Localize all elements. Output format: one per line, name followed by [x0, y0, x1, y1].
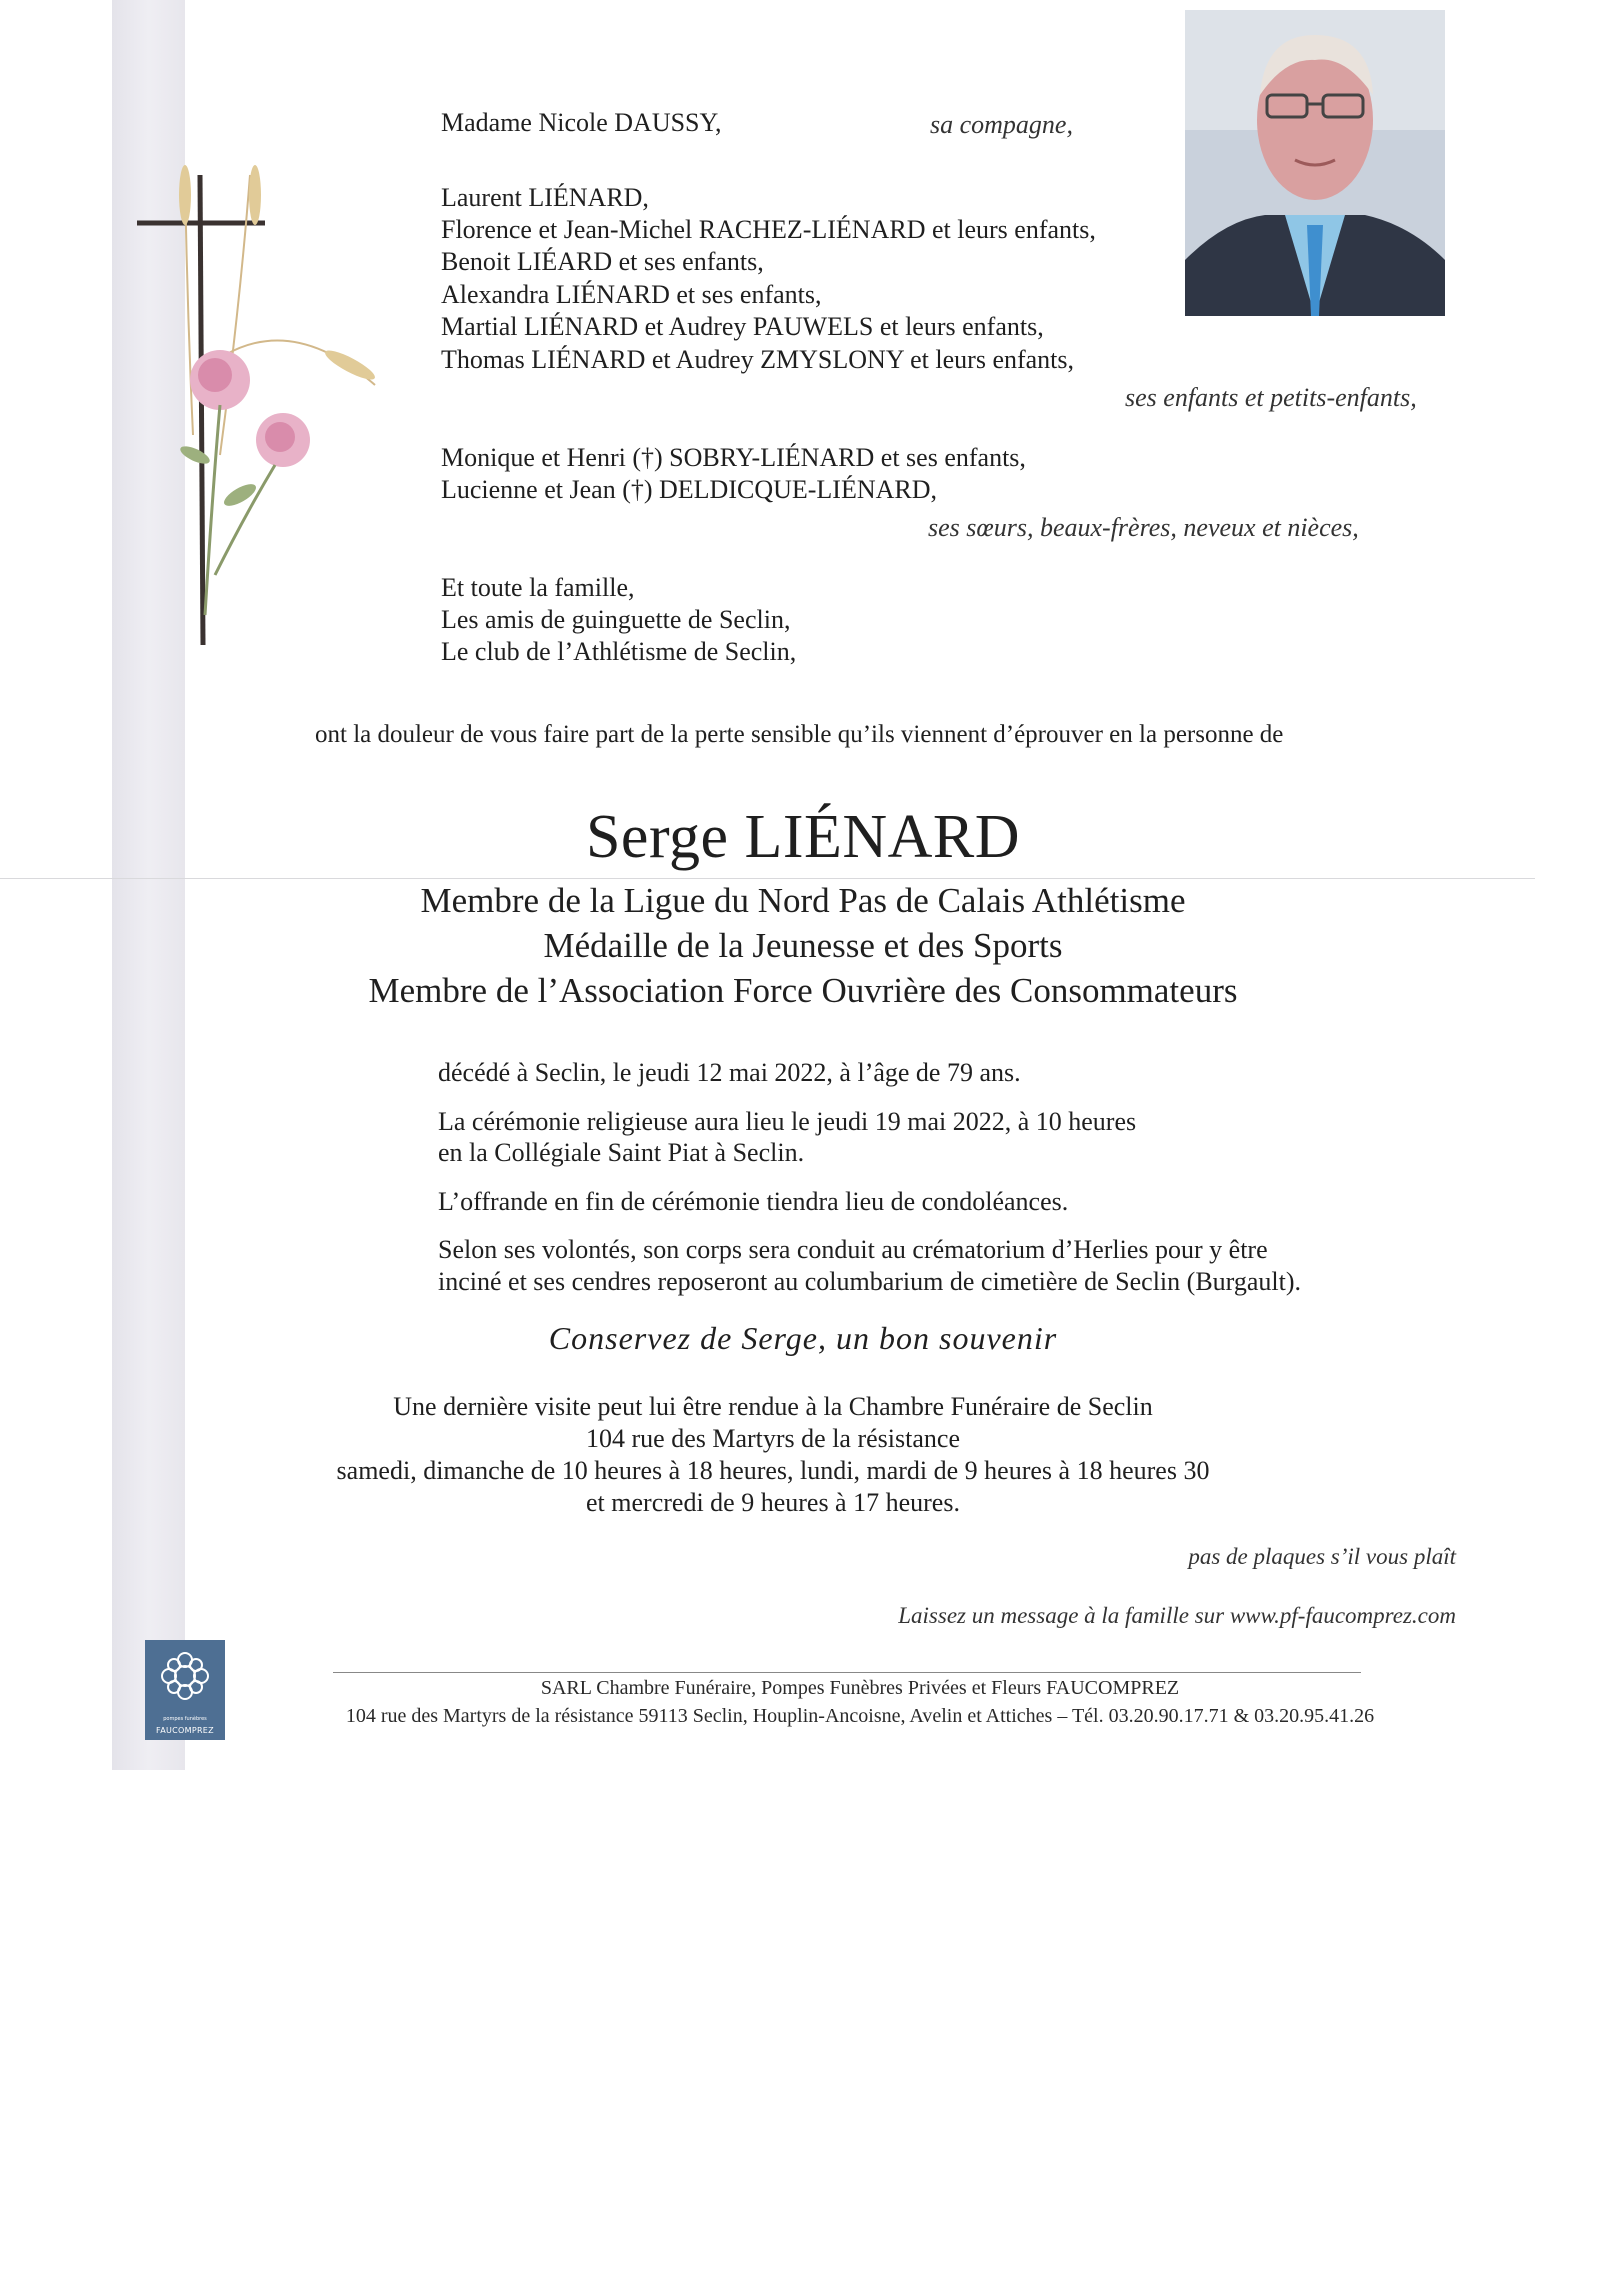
footer-company: SARL Chambre Funéraire, Pompes Funèbres Privées et Fleurs FAUCOMPREZ: [540, 1677, 1180, 1699]
children-relation: ses enfants et petits-enfants,: [1125, 383, 1417, 412]
child-line: Florence et Jean-Michel RACHEZ-LIÉNARD et leurs enfants,: [441, 215, 1096, 244]
deceased-name: Serge LIÉNARD: [585, 803, 1021, 871]
honor-line: Médaille de la Jeunesse et des Sports: [543, 926, 1063, 965]
sibling-line: Monique et Henri (†) SOBRY-LIÉNARD et ses enfants,: [441, 443, 1026, 472]
child-line: Alexandra LIÉNARD et ses enfants,: [441, 280, 822, 309]
honor-line: Membre de l’Association Force Ouvrière des Consommateurs: [368, 971, 1238, 1010]
sibling-line: Lucienne et Jean (†) DELDICQUE-LIÉNARD,: [441, 475, 938, 504]
child-line: Martial LIÉNARD et Audrey PAUWELS et leurs enfants,: [441, 312, 1044, 341]
ceremony-line: en la Collégiale Saint Piat à Seclin.: [438, 1138, 805, 1167]
announcement-text: ont la douleur de vous faire part de la perte sensible qu’ils viennent d’éprouver en la personne de: [315, 721, 1284, 748]
logo-brand: FAUCOMPREZ: [156, 1726, 214, 1735]
other-mourners-line: Les amis de guinguette de Seclin,: [441, 605, 791, 634]
siblings-relation: ses sœurs, beaux-frères, neveux et nièces,: [928, 513, 1359, 542]
cremation-line: Selon ses volontés, son corps sera conduit au crématorium d’Herlies pour y être: [438, 1235, 1268, 1264]
footer-divider: [333, 1672, 1361, 1673]
child-line: Benoit LIÉARD et ses enfants,: [441, 247, 764, 276]
visit-line: Une dernière visite peut lui être rendue à la Chambre Funéraire de Seclin: [393, 1392, 1153, 1421]
no-plaques-note: pas de plaques s’il vous plaît: [1188, 1544, 1456, 1569]
other-mourners-line: Le club de l’Athlétisme de Seclin,: [441, 637, 797, 666]
message-note: Laissez un message à la famille sur www.pf-faucomprez.com: [898, 1603, 1456, 1628]
fold-line: [0, 878, 1535, 879]
cross-flowers-illustration: [125, 155, 405, 655]
companion-name: Madame Nicole DAUSSY,: [441, 108, 722, 137]
logo-tagline: pompes funèbres: [163, 1716, 207, 1722]
cremation-line: inciné et ses cendres reposeront au columbarium de cimetière de Seclin (Burgault).: [438, 1267, 1301, 1296]
ceremony-line: La cérémonie religieuse aura lieu le jeudi 19 mai 2022, à 10 heures: [438, 1107, 1137, 1136]
child-line: Laurent LIÉNARD,: [441, 183, 649, 212]
deceased-portrait-photo: [1185, 10, 1445, 316]
other-mourners-line: Et toute la famille,: [441, 573, 635, 602]
honor-line: Membre de la Ligue du Nord Pas de Calais Athlétisme: [420, 881, 1186, 920]
visit-line: samedi, dimanche de 10 heures à 18 heures, lundi, mardi de 9 heures à 18 heures 30: [336, 1456, 1210, 1485]
memory-line: Conservez de Serge, un bon souvenir: [548, 1320, 1058, 1356]
offering-line: L’offrande en fin de cérémonie tiendra lieu de condoléances.: [438, 1187, 1069, 1216]
footer-address: 104 rue des Martyrs de la résistance 59113 Seclin, Houplin-Ancoisne, Avelin et Attiches – Tél. 03.20.90.17.71 & 03.20.95.41.26: [345, 1705, 1375, 1727]
child-line: Thomas LIÉNARD et Audrey ZMYSLONY et leurs enfants,: [441, 345, 1075, 374]
visit-line: 104 rue des Martyrs de la résistance: [586, 1424, 960, 1453]
death-details: décédé à Seclin, le jeudi 12 mai 2022, à l’âge de 79 ans.: [438, 1058, 1021, 1087]
visit-line: et mercredi de 9 heures à 17 heures.: [586, 1488, 960, 1517]
companion-relation: sa compagne,: [930, 110, 1073, 139]
